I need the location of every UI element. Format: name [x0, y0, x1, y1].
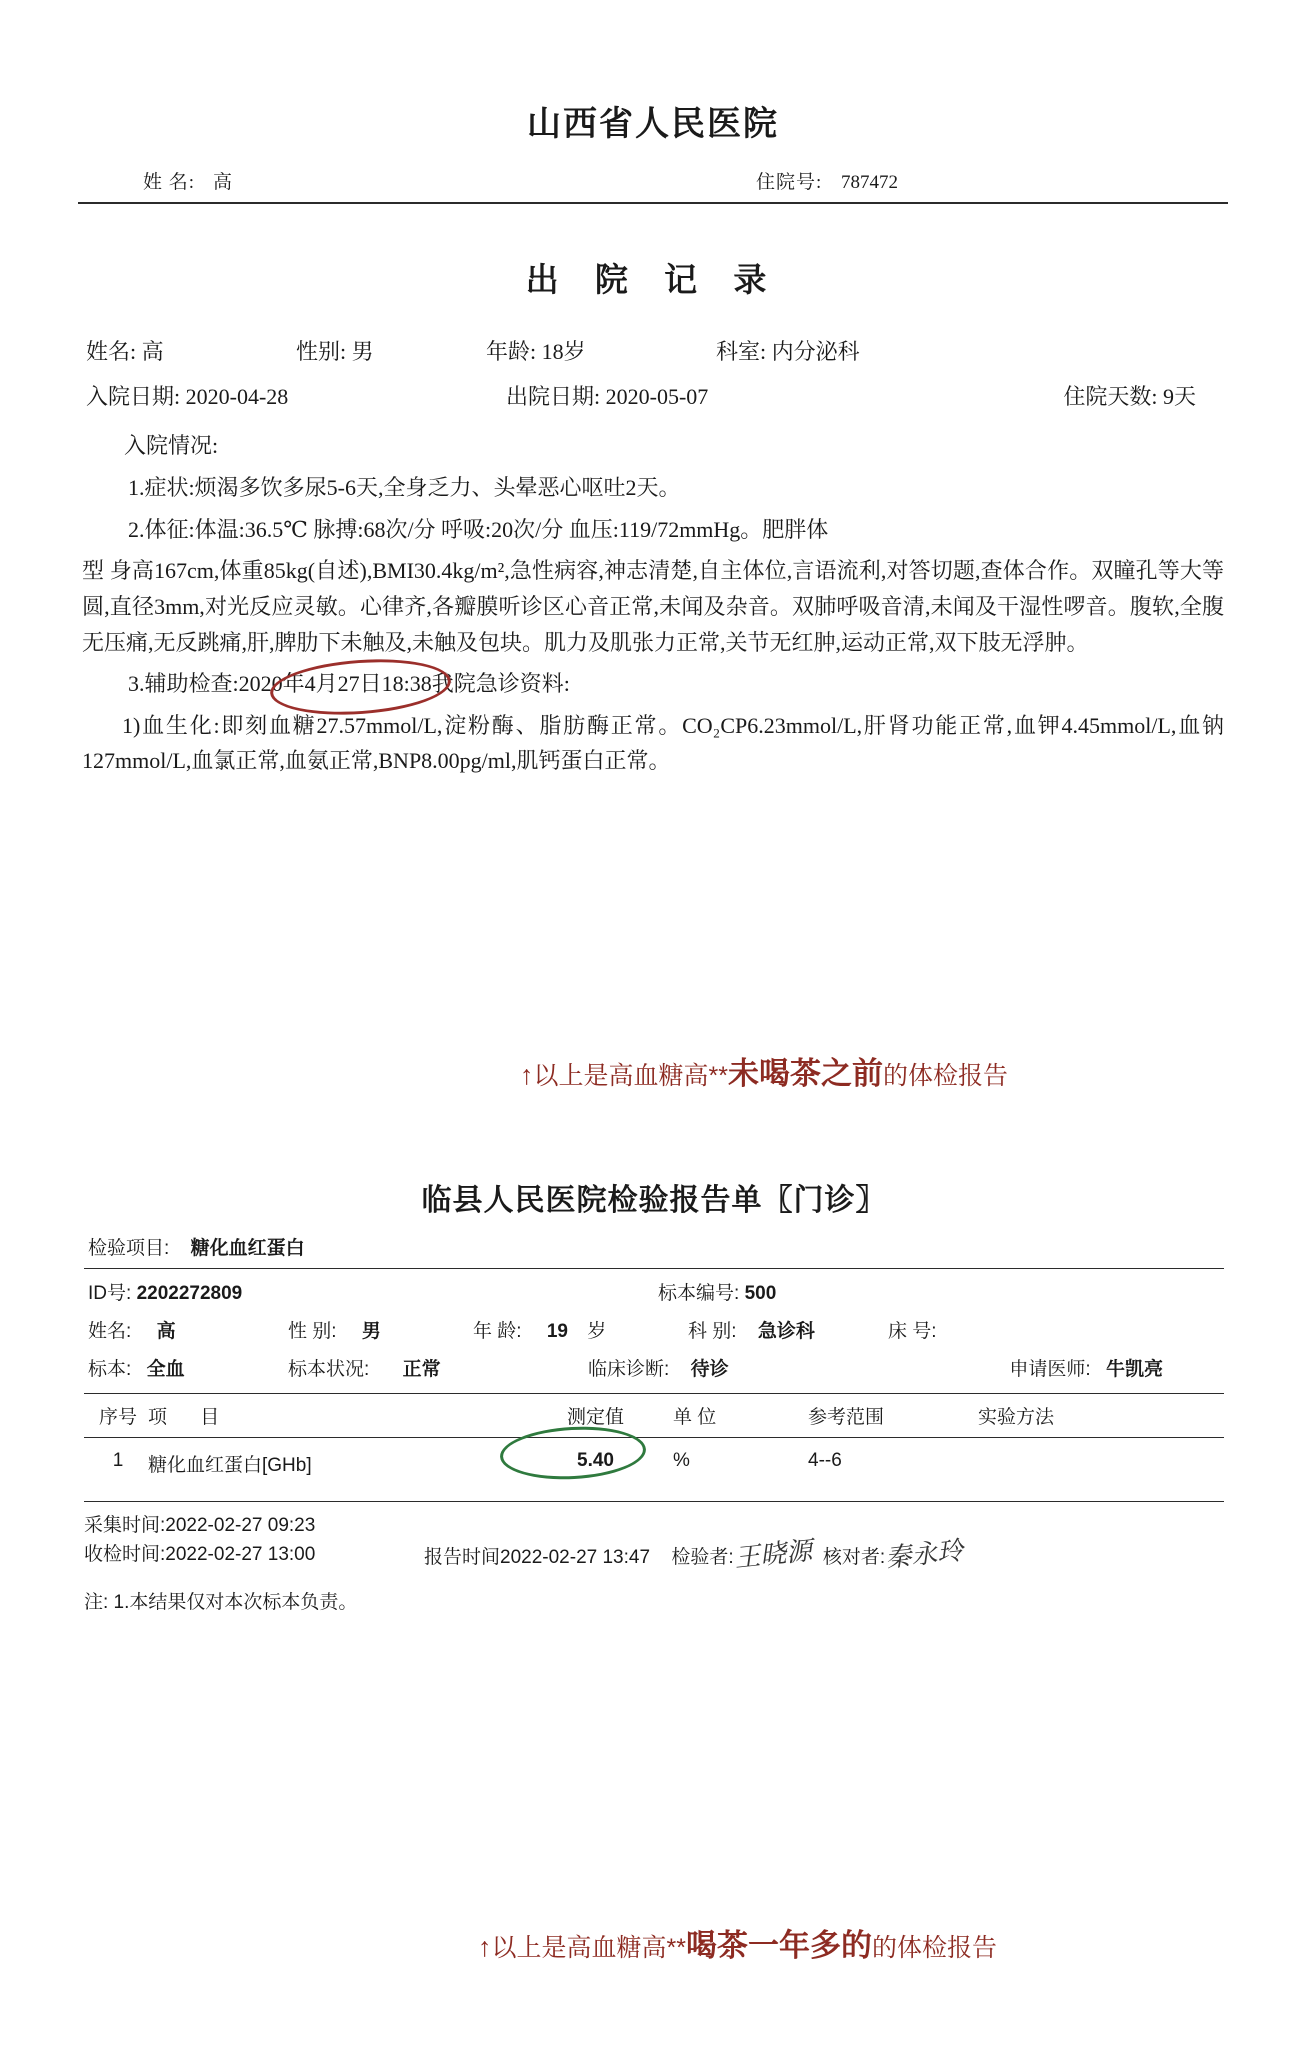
dept-label: 科室:	[716, 339, 767, 364]
column-header-item: 项 目	[148, 1407, 234, 1428]
paragraph-symptoms: 1.症状:烦渴多饮多尿5-6天,全身乏力、头晕恶心呕吐2天。	[128, 475, 681, 500]
lab-specimen-no-value: 500	[744, 1283, 777, 1304]
header-admission-label: 住院号:	[755, 172, 823, 193]
lab-report-footer	[84, 1501, 1224, 1614]
lab-doctor-label: 申请医师:	[1009, 1359, 1091, 1380]
cell-no: 1	[112, 1450, 124, 1471]
column-header-value: 测定值	[566, 1407, 624, 1428]
dept-field	[716, 335, 976, 366]
annotation-suffix: 的体检报告	[882, 1062, 1008, 1090]
header-name-label: 姓 名:	[143, 172, 196, 193]
lab-name-field	[88, 1316, 288, 1343]
table-row	[84, 1438, 1224, 1491]
cell-value: 5.40	[577, 1450, 614, 1471]
lab-diagnosis-label: 临床诊断:	[588, 1359, 670, 1380]
column-header-unit: 单 位	[673, 1407, 717, 1428]
name-value: 高	[141, 339, 164, 364]
lab-bed-label: 床 号:	[888, 1321, 937, 1342]
sex-value: 男	[351, 339, 374, 364]
lab-id-field	[88, 1278, 658, 1305]
column-header-reference: 参考范围	[808, 1407, 885, 1428]
lab-name-label: 姓名:	[88, 1321, 132, 1342]
patient-header-row	[78, 167, 1228, 204]
cell-reference: 4--6	[808, 1450, 842, 1471]
lab-specimen-no-field	[658, 1278, 958, 1305]
lab-specimen-label: 标本:	[88, 1359, 132, 1380]
age-field	[486, 335, 716, 366]
column-header-no: 序号	[98, 1407, 137, 1428]
annotation-after-tea	[478, 1920, 997, 1965]
annotation-before-tea	[520, 1048, 1008, 1093]
cell-method	[978, 1450, 1178, 1477]
tester-label: 检验者:	[671, 1547, 734, 1568]
collect-time-label: 采集时间:	[84, 1515, 166, 1536]
collect-time-row	[84, 1512, 424, 1541]
lab-report	[84, 1175, 1224, 1614]
report-time-row	[424, 1512, 1224, 1571]
discharge-date-label: 出院日期:	[506, 384, 601, 409]
header-name-value: 高	[213, 172, 233, 193]
stay-days-label: 住院天数:	[1063, 384, 1158, 409]
receive-time-row	[84, 1541, 424, 1570]
lab-id-value: 2202272809	[136, 1283, 243, 1304]
lab-name-value: 高	[156, 1321, 176, 1342]
lab-specimen-no-label: 标本编号:	[658, 1283, 740, 1304]
checker-label: 核对者:	[822, 1547, 886, 1568]
age-value: 18岁	[541, 339, 586, 364]
age-label: 年龄:	[486, 339, 537, 364]
lab-doctor-field	[903, 1354, 1163, 1381]
lab-item-value: 糖化血红蛋白	[190, 1238, 305, 1259]
results-table-header	[84, 1393, 1224, 1438]
paragraph-signs-body: 型 身高167cm,体重85kg(自述),BMI30.4kg/m²,急性病容,神志清楚,自主体位,言语流利,对答切题,查体合作。双瞳孔等大等圆,直径3mm,对光反应灵敏。心律齐,各瓣膜听诊区心音正常,未闻及杂音。双肺呼吸音清,未闻及干湿性啰音。腹软,全腹无压痛,无反跳痛,肝,脾肋下未触及,未触及包块。肌力及肌张力正常,关节无红肿,运动正常,双下肢无浮肿。	[82, 558, 1224, 655]
sex-label: 性别:	[296, 339, 347, 364]
hospital-name: 山西省人民医院	[527, 106, 779, 143]
paragraph-signs-line1: 2.体征:体温:36.5℃ 脉搏:68次/分 呼吸:20次/分 血压:119/72mmHg。肥胖体	[128, 516, 829, 542]
lab-sex-field	[288, 1316, 473, 1343]
footer-lines	[84, 1512, 1224, 1571]
lab-diagnosis-field	[588, 1354, 903, 1381]
lab-bed-field	[888, 1316, 1038, 1343]
annotation-emphasis: 未喝茶之前	[727, 1056, 883, 1091]
dept-value: 内分泌科	[771, 339, 860, 364]
stay-days-field	[936, 380, 1196, 411]
admit-date-value: 2020-04-28	[185, 384, 289, 409]
lab-age-value: 19	[546, 1321, 568, 1342]
paragraph-aux-body: 1)血生化:即刻血糖27.57mmol/L,淀粉酶、脂肪酶正常。CO₂CP6.23mmol/L,肝肾功能正常,血钾4.45mmol/L,血钠127mmol/L,血氯正常,血氨正常,BNP8.00pg/ml,肌钙蛋白正常。	[82, 712, 1224, 774]
cell-unit: %	[673, 1450, 690, 1471]
lab-diagnosis-value: 待诊	[690, 1359, 729, 1380]
lab-sex-label: 性 别:	[288, 1321, 337, 1342]
lab-age-label: 年 龄:	[473, 1321, 522, 1342]
section-admission-heading: 入院情况:	[124, 433, 219, 458]
lab-dept-value: 急诊科	[757, 1321, 815, 1342]
lab-dept-label: 科 别:	[688, 1321, 737, 1342]
tester-signature: 王晓源	[732, 1535, 814, 1573]
lab-specimen-field	[88, 1354, 288, 1381]
lab-id-label: ID号:	[88, 1283, 132, 1304]
lab-dept-field	[688, 1316, 888, 1343]
lab-item-row	[84, 1233, 1224, 1269]
footer-times	[84, 1512, 424, 1571]
lab-item-label: 检验项目:	[88, 1238, 170, 1259]
page-title: 出 院 记 录	[525, 263, 781, 299]
discharge-date-field	[506, 380, 936, 411]
lab-report-title: 临县人民医院检验报告单〖门诊〗	[421, 1184, 887, 1217]
admit-date-label: 入院日期:	[86, 384, 181, 409]
annotation-arrow-icon: ↑	[520, 1060, 534, 1090]
lab-doctor-value: 牛凯亮	[1105, 1359, 1163, 1380]
header-admission-value: 787472	[841, 172, 898, 193]
sex-field	[296, 335, 486, 366]
admit-date-field	[86, 380, 506, 411]
discharge-record	[78, 96, 1228, 785]
annotation-emphasis-2: 喝茶一年多的	[685, 1928, 872, 1963]
report-time-value: 2022-02-27 13:47	[500, 1547, 651, 1568]
footer-note: 注: 1.本结果仅对本次标本负责。	[84, 1592, 358, 1613]
lab-row-id	[84, 1269, 1224, 1307]
name-label: 姓名:	[86, 339, 137, 364]
info-line-basic	[78, 335, 1228, 366]
lab-age-unit: 岁	[587, 1321, 607, 1342]
annotation-arrow-icon-2: ↑	[478, 1932, 492, 1962]
receive-time-value: 2022-02-27 13:00	[165, 1543, 316, 1565]
info-line-dates	[78, 380, 1228, 411]
lab-row-specimen	[84, 1345, 1224, 1383]
footer-report-signatures	[424, 1512, 1224, 1571]
annotation-suffix-2: 的体检报告	[871, 1934, 997, 1962]
collect-time-value: 2022-02-27 09:23	[165, 1515, 316, 1536]
report-time-label: 报告时间	[424, 1547, 501, 1568]
column-header-method: 实验方法	[978, 1407, 1055, 1428]
receive-time-label: 收检时间:	[84, 1543, 166, 1565]
lab-age-field	[473, 1316, 688, 1343]
stay-days-value: 9天	[1162, 384, 1196, 409]
paragraph-aux-heading: 3.辅助检查:2020年4月27日18:38我院急诊资料:	[128, 671, 570, 697]
discharge-date-value: 2020-05-07	[605, 384, 709, 409]
checker-signature: 秦永玲	[884, 1535, 965, 1573]
lab-specimen-state-label: 标本状况:	[288, 1359, 370, 1380]
lab-specimen-state-value: 正常	[402, 1359, 441, 1380]
annotation-prefix: 以上是高血糖高**	[533, 1062, 728, 1090]
name-field	[86, 335, 296, 366]
header-admission-group	[756, 167, 898, 194]
lab-specimen-value: 全血	[146, 1359, 185, 1380]
annotation-prefix-2: 以上是高血糖高**	[491, 1934, 686, 1962]
lab-sex-value: 男	[361, 1321, 381, 1342]
lab-specimen-state-field	[288, 1354, 588, 1381]
lab-row-patient	[84, 1307, 1224, 1345]
cell-item: 糖化血红蛋白[GHb]	[148, 1455, 312, 1476]
